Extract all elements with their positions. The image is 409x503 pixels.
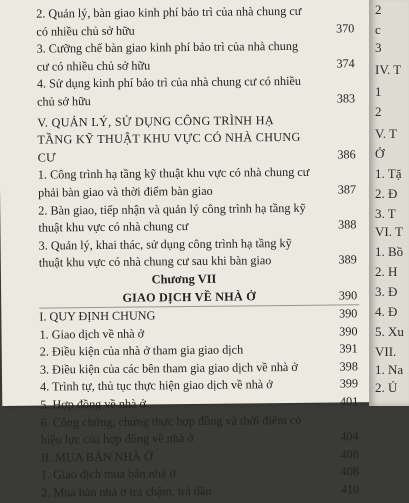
toc-entry-text: 3. Quản lý, khai thác, sử dụng công trình hạ tầng kỹ thuật khu vực có nhà chung cư sau khi bàn giao — [38, 235, 292, 270]
toc-entry-page: 390 — [339, 323, 358, 339]
adjacent-page-fragment: 4. Đ — [375, 304, 398, 319]
chapter-title-row — [39, 287, 359, 308]
adjacent-page-fragment: 2. Đ — [375, 186, 398, 201]
toc-entry — [36, 2, 356, 41]
toc-entry-text: 4. Trình tự, thủ tục thực hiện giao dịch về nhà ở — [40, 377, 273, 395]
adjacent-page-fragment: 1. Tặ — [375, 166, 402, 181]
toc-entry-text: 2. Bàn giao, tiếp nhận và quản lý công trình hạ tầng kỹ thuật khu vực có nhà chung cư — [38, 200, 306, 235]
table-of-contents — [36, 2, 361, 502]
toc-entry-text: 1. Giao dịch về nhà ở — [39, 326, 145, 342]
toc-entry-page: 404 — [340, 429, 359, 444]
toc-entry — [38, 199, 358, 238]
adjacent-page-fragment: 2 — [375, 104, 382, 119]
adjacent-page-fragment: c — [375, 22, 381, 37]
adjacent-page-fragment: VII. — [375, 344, 397, 359]
toc-entry-page: 370 — [335, 20, 355, 36]
chapter-title: GIAO DỊCH VỀ NHÀ Ở — [122, 288, 256, 305]
toc-entry-page: 374 — [336, 56, 355, 71]
adjacent-page-fragment: 5. Xu — [375, 324, 404, 339]
adjacent-page-fragment: 3. T — [375, 206, 396, 221]
toc-entry-text: II. MUA BÁN NHÀ Ở — [40, 449, 153, 465]
toc-entry-page: 389 — [338, 252, 357, 267]
adjacent-page-fragment: 1. Na — [375, 362, 404, 377]
toc-entry-text: 6. Công chứng, chứng thực hợp đồng và thời điểm có hiệu lực của hợp đồng về nhà ở — [40, 412, 302, 447]
adjacent-page-fragment: VI. T — [375, 224, 403, 239]
toc-entry — [40, 411, 360, 450]
toc-entry-text: 3. Điều kiện của các bên tham gia giao dịch về nhà ở — [39, 359, 298, 377]
toc-section-heading — [37, 111, 358, 167]
toc-entry-page: 408 — [340, 464, 360, 479]
toc-entry — [36, 37, 356, 76]
toc-entry-page: 410 — [340, 482, 360, 497]
toc-entry-page: 387 — [337, 182, 357, 197]
toc-entry — [37, 73, 357, 112]
adjacent-page-fragment: IV. T — [375, 62, 402, 77]
toc-entry-page: 390 — [338, 306, 358, 321]
toc-entry-text: V. QUẢN LÝ, SỬ DỤNG CÔNG TRÌNH HẠ TẦNG KỸ THUẬT KHU VỰC CÓ NHÀ CHUNG CƯ — [37, 112, 301, 165]
toc-entry-page: 408 — [340, 447, 359, 462]
toc-entry-page: 390 — [338, 287, 358, 302]
toc-entry-text: 5. Hợp đồng về nhà ở — [40, 396, 146, 412]
toc-entry-text: I. QUY ĐỊNH CHUNG — [39, 308, 156, 324]
adjacent-page-fragment: 3. Đ — [375, 284, 398, 299]
adjacent-page-fragment: Ở — [375, 146, 385, 161]
chapter-label: Chương VII — [151, 271, 217, 287]
adjacent-page-fragment: 2. H — [375, 264, 398, 279]
adjacent-page-fragment: 1. Bồ — [375, 244, 404, 259]
adjacent-page-fragment: 2. Ủ — [375, 380, 398, 395]
toc-entry-text: 2. Điều kiện của nhà ở tham gia giao dịch — [39, 342, 244, 359]
toc-entry-page: 399 — [339, 376, 359, 391]
toc-entry-text: 1. Giao dịch mua bán nhà ở — [40, 466, 176, 483]
toc-entry-page: 383 — [336, 91, 356, 106]
toc-entry-text: 3. Cưỡng chế bàn giao kinh phí bảo trì của nhà chung cư có nhiều chủ sở hữu — [36, 39, 299, 74]
toc-entry-page: 401 — [339, 394, 359, 409]
toc-entry-text: 4. Sử dụng kinh phí bảo trì của nhà chung cư có nhiều chủ sở hữu — [36, 74, 302, 109]
toc-entry-text: 1. Công trình hạ tầng kỹ thuật khu vực có nhà chung cư phải bàn giao và thời điểm bàn giao — [37, 165, 310, 200]
toc-entry-page: 391 — [339, 341, 358, 356]
toc-entry-page: 398 — [339, 359, 358, 374]
adjacent-page — [369, 0, 409, 406]
adjacent-page-fragment: V. T — [375, 126, 397, 141]
adjacent-page-fragment: 3 — [375, 40, 382, 55]
toc-entry — [38, 164, 358, 203]
toc-entry-page: 386 — [337, 147, 356, 162]
adjacent-page-fragment: 1 — [375, 84, 382, 99]
toc-entry-text: 2. Quản lý, bàn giao kinh phí bảo trì của nhà chung cư có nhiều chủ sở hữu — [36, 3, 302, 39]
toc-entry-text: 2. Mua bán nhà ở trả chậm, trả dần — [41, 483, 212, 500]
toc-entry-page: 388 — [338, 217, 357, 232]
toc-entry — [39, 234, 359, 273]
adjacent-page-fragment: 2 — [375, 2, 382, 17]
toc-entry — [41, 481, 361, 502]
